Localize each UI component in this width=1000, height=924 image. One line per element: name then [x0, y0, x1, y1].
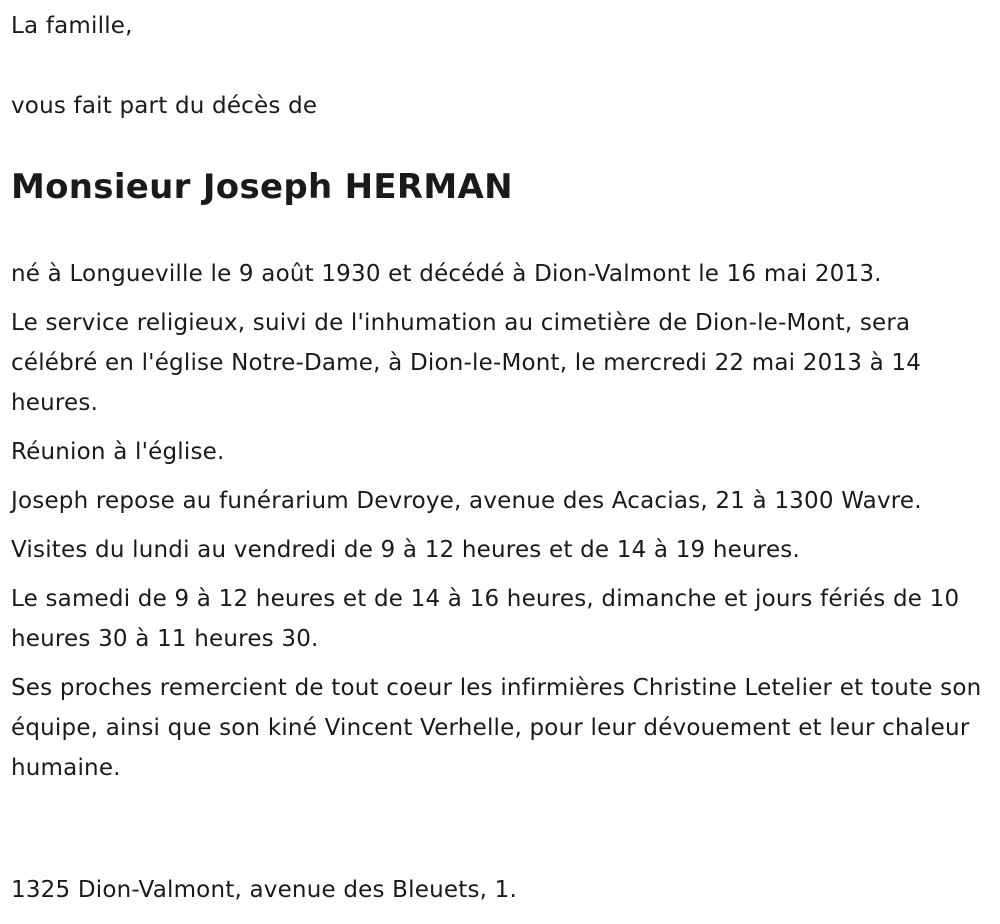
service-paragraph: Le service religieux, suivi de l'inhumation au cimetière de Dion-le-Mont, sera célébré en l'église Notre-Dame, à Dion-le-Mont, le mercredi 22 mai 2013 à 14 heures.	[11, 310, 922, 416]
intro-text: La famille,	[11, 13, 133, 39]
thanks-paragraph: Ses proches remercient de tout coeur les infirmières Christine Letelier et toute son équipe, ainsi que son kiné Vincent Verhelle, pour leur dévouement et leur chaleur humaine.	[11, 675, 982, 781]
family-address: 1325 Dion-Valmont, avenue des Bleuets, 1.	[11, 877, 518, 903]
weekend-visits-paragraph: Le samedi de 9 à 12 heures et de 14 à 16 heures, dimanche et jours fériés de 10 heures 30 à 11 heures 30.	[11, 586, 960, 652]
announcement-text: vous fait part du décès de	[11, 93, 318, 119]
weekday-visits-paragraph: Visites du lundi au vendredi de 9 à 12 heures et de 14 à 19 heures.	[11, 537, 800, 563]
deceased-name: Monsieur Joseph HERMAN	[11, 167, 513, 207]
funeral-home-paragraph: Joseph repose au funérarium Devroye, avenue des Acacias, 21 à 1300 Wavre.	[11, 488, 922, 514]
birth-death-paragraph: né à Longueville le 9 août 1930 et décédé à Dion-Valmont le 16 mai 2013.	[11, 261, 882, 287]
notice-body	[11, 254, 991, 797]
meeting-paragraph: Réunion à l'église.	[11, 439, 225, 465]
